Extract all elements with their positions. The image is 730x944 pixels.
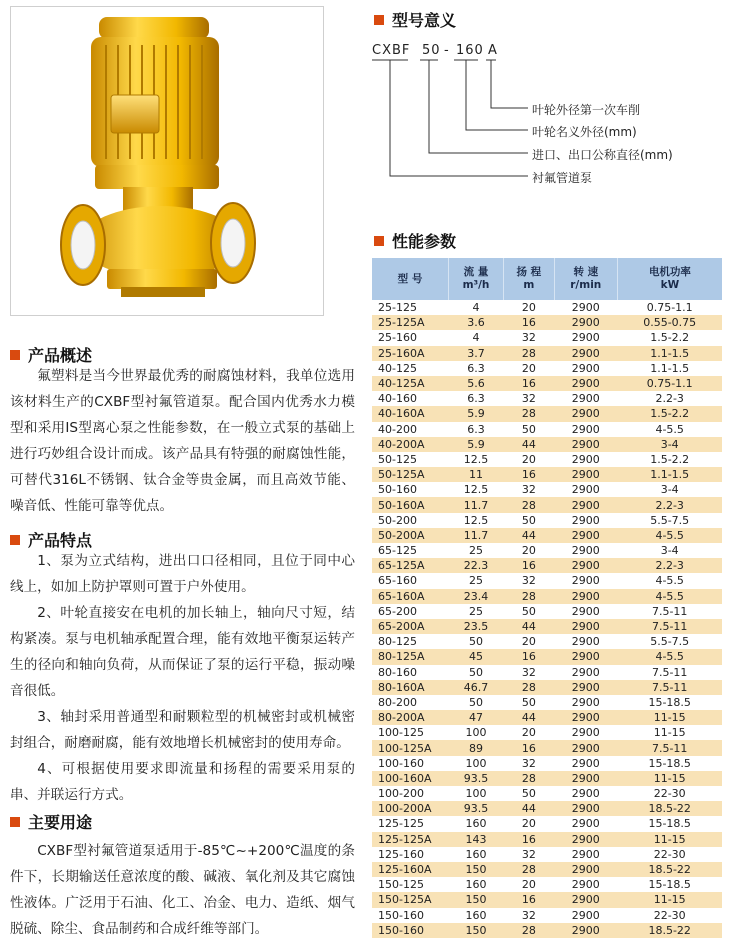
table-cell: 7.5-11 xyxy=(651,604,688,618)
table-cell: 18.5-22 xyxy=(617,862,722,877)
table-cell: 3.6 xyxy=(449,315,504,330)
table-cell: 20 xyxy=(521,301,536,315)
table-cell: 15-18.5 xyxy=(648,695,691,709)
table-cell: 100 xyxy=(465,787,487,801)
table-cell: 4 xyxy=(472,331,480,345)
table-row xyxy=(372,725,722,740)
table-cell: 15-18.5 xyxy=(648,817,691,831)
table-cell: 7.5-11 xyxy=(651,665,688,679)
table-row xyxy=(372,847,722,862)
table-cell: 5.5-7.5 xyxy=(650,635,690,649)
table-cell: 50 xyxy=(521,695,536,709)
section-title: 性能参数 xyxy=(392,232,457,251)
table-cell: 32 xyxy=(521,483,536,497)
table-cell: 28 xyxy=(504,862,555,877)
table-cell: 50-200 xyxy=(378,513,417,527)
table-cell: 89 xyxy=(449,740,504,755)
bullet-square-icon xyxy=(10,817,20,827)
table-cell: 20 xyxy=(521,817,536,831)
table-row xyxy=(372,573,722,588)
table-cell: 44 xyxy=(504,528,555,543)
table-cell: 15-18.5 xyxy=(648,878,691,892)
table-cell: 2900 xyxy=(571,665,600,679)
table-cell: 50 xyxy=(469,695,483,709)
table-cell: 16 xyxy=(504,376,555,391)
table-cell: 32 xyxy=(521,665,536,679)
model-prefix: CXBF xyxy=(372,43,411,58)
section-title: 产品概述 xyxy=(28,346,93,365)
col-header-flow: 流 量 m³/h xyxy=(449,258,504,300)
table-row xyxy=(372,543,722,558)
model-legend-lines xyxy=(372,58,532,183)
table-cell: 50 xyxy=(521,787,536,801)
table-cell: 40-125 xyxy=(378,361,417,375)
table-cell: 20 xyxy=(521,635,536,649)
table-cell: 32 xyxy=(521,574,536,588)
legend-item: 衬氟管道泵 xyxy=(532,171,593,185)
table-cell: 1.1-1.5 xyxy=(617,467,722,482)
table-row xyxy=(372,376,722,391)
table-cell: 2900 xyxy=(554,771,617,786)
table-cell: 100-160 xyxy=(378,756,424,770)
table-cell: 6.3 xyxy=(467,361,485,375)
table-cell: 4-5.5 xyxy=(617,649,722,664)
table-cell: 2900 xyxy=(554,467,617,482)
bullet-square-icon xyxy=(10,350,20,360)
legend-item: 进口、出口公称直径(mm) xyxy=(532,148,673,162)
table-cell: 100-200A xyxy=(372,801,449,816)
table-cell: 0.75-1.1 xyxy=(646,301,693,315)
table-row xyxy=(372,710,722,725)
table-cell: 11.7 xyxy=(449,528,504,543)
table-cell: 65-125A xyxy=(372,558,449,573)
table-cell: 1.1-1.5 xyxy=(617,346,722,361)
table-cell: 100-125 xyxy=(378,726,424,740)
table-row xyxy=(372,756,722,771)
table-cell: 0.55-0.75 xyxy=(617,315,722,330)
table-row xyxy=(372,619,722,634)
table-cell: 25-125A xyxy=(372,315,449,330)
table-cell: 40-200A xyxy=(372,437,449,452)
table-cell: 0.75-1.1 xyxy=(617,376,722,391)
table-row xyxy=(372,665,722,680)
feature-item: 3、轴封采用普通型和耐颗粒型的机械密封或机械密封组合，耐磨耐腐，能有效地增长机械密封的使用寿命。 xyxy=(10,709,355,751)
table-cell: 28 xyxy=(504,406,555,421)
table-cell: 32 xyxy=(521,908,536,922)
bullet-square-icon xyxy=(10,535,20,545)
table-cell: 50 xyxy=(469,635,483,649)
table-row xyxy=(372,908,722,923)
table-cell: 2.2-3 xyxy=(617,558,722,573)
table-cell: 5.9 xyxy=(449,437,504,452)
table-row xyxy=(372,923,722,938)
table-row xyxy=(372,346,722,361)
table-cell: 11-15 xyxy=(617,832,722,847)
table-cell: 50 xyxy=(521,422,536,436)
table-cell: 7.5-11 xyxy=(617,680,722,695)
table-row xyxy=(372,422,722,437)
model-dash: - xyxy=(444,43,450,58)
overview-text: 氟塑料是当今世界最优秀的耐腐蚀材料，我单位选用该材料生产的CXBF型衬氟管道泵。配合国内优秀水力模型和采用IS型离心泵之性能参数，在一般立式泵的基础上进行巧妙组合设计而成。该产品具有特强的耐腐蚀性能，可替代316L不锈钢、钛合金等贵金属，而且高效节能、噪音低、性能可靠等优点。 xyxy=(10,368,355,514)
table-cell: 7.5-11 xyxy=(617,619,722,634)
table-cell: 150-125A xyxy=(372,892,449,907)
table-cell: 2900 xyxy=(571,452,600,466)
table-cell: 2900 xyxy=(571,604,600,618)
table-cell: 125-160A xyxy=(372,862,449,877)
table-cell: 4-5.5 xyxy=(617,528,722,543)
table-cell: 2900 xyxy=(554,528,617,543)
table-cell: 22-30 xyxy=(653,847,686,861)
table-cell: 100-160A xyxy=(372,771,449,786)
table-cell: 100 xyxy=(465,756,487,770)
table-cell: 2.2-3 xyxy=(617,497,722,512)
table-row xyxy=(372,497,722,512)
table-row xyxy=(372,482,722,497)
table-cell: 2900 xyxy=(554,740,617,755)
table-cell: 28 xyxy=(504,680,555,695)
table-cell: 1.5-2.2 xyxy=(650,331,690,345)
table-cell: 22.3 xyxy=(449,558,504,573)
table-cell: 6.3 xyxy=(467,422,485,436)
table-cell: 2900 xyxy=(571,878,600,892)
table-cell: 50-125A xyxy=(372,467,449,482)
table-header-row xyxy=(372,258,722,300)
table-cell: 2900 xyxy=(571,422,600,436)
table-row xyxy=(372,361,722,376)
table-cell: 25-125 xyxy=(378,301,417,315)
table-cell: 25 xyxy=(469,544,483,558)
table-cell: 3-4 xyxy=(660,544,679,558)
table-cell: 2.2-3 xyxy=(655,392,684,406)
table-cell: 44 xyxy=(504,437,555,452)
table-cell: 100-200 xyxy=(378,787,424,801)
table-cell: 28 xyxy=(504,497,555,512)
table-cell: 2900 xyxy=(554,619,617,634)
table-row xyxy=(372,300,722,315)
table-cell: 32 xyxy=(521,847,536,861)
section-title: 产品特点 xyxy=(28,531,93,550)
table-cell: 2900 xyxy=(554,497,617,512)
table-cell: 20 xyxy=(521,878,536,892)
table-cell: 40-160A xyxy=(372,406,449,421)
table-cell: 28 xyxy=(504,589,555,604)
table-cell: 2900 xyxy=(571,787,600,801)
table-cell: 1.1-1.5 xyxy=(650,361,690,375)
table-cell: 50-160 xyxy=(378,483,417,497)
table-cell: 3-4 xyxy=(660,483,679,497)
table-cell: 25 xyxy=(469,604,483,618)
pump-illustration xyxy=(11,7,323,315)
table-cell: 125-160 xyxy=(378,847,424,861)
table-cell: 2900 xyxy=(571,392,600,406)
table-cell: 150 xyxy=(449,892,504,907)
table-row xyxy=(372,680,722,695)
table-row xyxy=(372,816,722,831)
table-cell: 2900 xyxy=(571,695,600,709)
table-cell: 23.5 xyxy=(449,619,504,634)
table-cell: 2900 xyxy=(571,574,600,588)
table-cell: 22-30 xyxy=(653,908,686,922)
table-cell: 80-160A xyxy=(372,680,449,695)
table-cell: 20 xyxy=(521,544,536,558)
table-cell: 28 xyxy=(504,346,555,361)
table-cell: 44 xyxy=(504,801,555,816)
table-row xyxy=(372,513,722,528)
usage-paragraph xyxy=(10,838,355,942)
table-cell: 11-15 xyxy=(617,710,722,725)
table-cell: 65-200A xyxy=(372,619,449,634)
section-title: 型号意义 xyxy=(392,11,457,30)
table-cell: 44 xyxy=(504,619,555,634)
legend-item: 叶轮名义外径(mm) xyxy=(532,125,637,139)
table-cell: 40-160 xyxy=(378,392,417,406)
table-cell: 40-125A xyxy=(372,376,449,391)
table-cell: 1.5-2.2 xyxy=(617,406,722,421)
model-part1: 50 xyxy=(422,43,441,58)
table-cell: 50-160A xyxy=(372,497,449,512)
table-cell: 125-125 xyxy=(378,817,424,831)
table-row xyxy=(372,634,722,649)
col-header-speed: 转 速 r/min xyxy=(554,258,617,300)
table-cell: 2900 xyxy=(571,331,600,345)
table-cell: 11 xyxy=(449,467,504,482)
table-cell: 80-125 xyxy=(378,635,417,649)
table-cell: 2900 xyxy=(554,315,617,330)
table-cell: 143 xyxy=(449,832,504,847)
table-row xyxy=(372,315,722,330)
usage-text: CXBF型衬氟管道泵适用于-85℃~+200℃温度的条件下，长期输送任意浓度的酸、碱液、氧化剂及其它腐蚀性液体。广泛用于石油、化工、冶金、电力、造纸、烟气脱硫、除尘、食品制药和合成纤维等部门。 xyxy=(10,843,355,937)
table-cell: 23.4 xyxy=(449,589,504,604)
table-row xyxy=(372,467,722,482)
section-model-meaning xyxy=(374,8,456,31)
table-cell: 2900 xyxy=(554,892,617,907)
table-cell: 45 xyxy=(449,649,504,664)
table-cell: 65-125 xyxy=(378,544,417,558)
table-row xyxy=(372,786,722,801)
table-cell: 32 xyxy=(521,756,536,770)
table-body xyxy=(372,300,722,938)
bullet-square-icon xyxy=(374,236,384,246)
table-cell: 2900 xyxy=(571,544,600,558)
table-cell: 50-200A xyxy=(372,528,449,543)
table-row xyxy=(372,892,722,907)
table-cell: 20 xyxy=(521,726,536,740)
table-cell: 11-15 xyxy=(617,771,722,786)
product-photo xyxy=(10,6,324,316)
table-cell: 2900 xyxy=(571,361,600,375)
feature-item: 4、可根据使用要求即流量和扬程的需要采用泵的串、并联运行方式。 xyxy=(10,761,355,803)
table-row xyxy=(372,771,722,786)
table-row xyxy=(372,558,722,573)
table-cell: 16 xyxy=(504,558,555,573)
table-cell: 2900 xyxy=(571,817,600,831)
table-cell: 4-5.5 xyxy=(617,589,722,604)
table-cell: 80-125A xyxy=(372,649,449,664)
table-cell: 16 xyxy=(504,467,555,482)
table-row xyxy=(372,528,722,543)
table-row xyxy=(372,695,722,710)
table-cell: 2900 xyxy=(554,832,617,847)
table-cell: 2900 xyxy=(571,513,600,527)
table-cell: 65-160A xyxy=(372,589,449,604)
table-cell: 2900 xyxy=(571,301,600,315)
table-cell: 2900 xyxy=(554,923,617,938)
feature-item: 2、叶轮直接安在电机的加长轴上，轴向尺寸短，结构紧凑。泵与电机轴承配置合理，能有效地平衡泵运转产生的径向和轴向负荷，从而保证了泵的运行平稳，振动噪音很低。 xyxy=(10,605,355,699)
table-cell: 25 xyxy=(469,574,483,588)
table-cell: 18.5-22 xyxy=(617,923,722,938)
table-cell: 1.5-2.2 xyxy=(650,452,690,466)
table-row xyxy=(372,862,722,877)
table-cell: 16 xyxy=(504,649,555,664)
table-cell: 2900 xyxy=(554,437,617,452)
table-cell: 3-4 xyxy=(617,437,722,452)
table-cell: 12.5 xyxy=(463,483,489,497)
table-cell: 16 xyxy=(504,892,555,907)
table-cell: 50-125 xyxy=(378,452,417,466)
table-cell: 2900 xyxy=(554,406,617,421)
table-cell: 40-200 xyxy=(378,422,417,436)
table-cell: 2900 xyxy=(554,558,617,573)
table-cell: 46.7 xyxy=(449,680,504,695)
table-cell: 6.3 xyxy=(467,392,485,406)
table-cell: 3.7 xyxy=(449,346,504,361)
overview-paragraph xyxy=(10,363,355,519)
table-cell: 32 xyxy=(521,331,536,345)
table-cell: 25-160 xyxy=(378,331,417,345)
table-cell: 16 xyxy=(504,740,555,755)
table-cell: 15-18.5 xyxy=(648,756,691,770)
table-cell: 2900 xyxy=(571,908,600,922)
table-cell: 20 xyxy=(521,452,536,466)
table-row xyxy=(372,877,722,892)
table-cell: 2900 xyxy=(571,635,600,649)
table-row xyxy=(372,437,722,452)
table-cell: 5.6 xyxy=(449,376,504,391)
table-cell: 2900 xyxy=(554,801,617,816)
features-list xyxy=(10,548,355,808)
table-cell: 2900 xyxy=(554,589,617,604)
table-cell: 7.5-11 xyxy=(617,740,722,755)
table-row xyxy=(372,330,722,345)
table-cell: 160 xyxy=(465,908,487,922)
table-cell: 2900 xyxy=(554,862,617,877)
legend-item: 叶轮外径第一次车削 xyxy=(532,103,641,117)
table-cell: 80-200 xyxy=(378,695,417,709)
table-cell: 4-5.5 xyxy=(655,422,684,436)
table-cell: 93.5 xyxy=(449,771,504,786)
feature-item: 1、泵为立式结构，进出口口径相同，且位于同中心线上，如加上防护罩则可置于户外使用。 xyxy=(10,553,355,595)
section-title: 主要用途 xyxy=(28,813,93,832)
table-row xyxy=(372,452,722,467)
table-cell: 160 xyxy=(465,878,487,892)
table-cell: 22-30 xyxy=(653,787,686,801)
table-cell: 16 xyxy=(504,315,555,330)
table-cell: 93.5 xyxy=(449,801,504,816)
col-header-model: 型 号 xyxy=(372,258,449,300)
table-cell: 5.9 xyxy=(449,406,504,421)
table-row xyxy=(372,832,722,847)
table-cell: 44 xyxy=(504,710,555,725)
table-row xyxy=(372,406,722,421)
section-usage xyxy=(10,810,92,833)
table-cell: 50 xyxy=(521,604,536,618)
bullet-square-icon xyxy=(374,15,384,25)
table-cell: 2900 xyxy=(554,680,617,695)
table-cell: 12.5 xyxy=(463,513,489,527)
table-cell: 65-160 xyxy=(378,574,417,588)
table-cell: 80-200A xyxy=(372,710,449,725)
table-cell: 80-160 xyxy=(378,665,417,679)
table-cell: 2900 xyxy=(554,649,617,664)
table-cell: 50 xyxy=(469,665,483,679)
table-cell: 2900 xyxy=(571,756,600,770)
table-cell: 160 xyxy=(465,817,487,831)
table-row xyxy=(372,604,722,619)
table-cell: 160 xyxy=(465,847,487,861)
table-row xyxy=(372,649,722,664)
table-cell: 28 xyxy=(504,771,555,786)
table-cell: 4 xyxy=(472,301,480,315)
table-cell: 2900 xyxy=(571,726,600,740)
performance-table xyxy=(372,258,722,938)
col-header-head: 扬 程 m xyxy=(504,258,555,300)
table-cell: 125-125A xyxy=(372,832,449,847)
table-cell: 2900 xyxy=(571,847,600,861)
table-row xyxy=(372,801,722,816)
table-cell: 5.5-7.5 xyxy=(650,513,690,527)
table-cell: 4-5.5 xyxy=(655,574,684,588)
table-cell: 2900 xyxy=(554,376,617,391)
table-row xyxy=(372,391,722,406)
table-cell: 18.5-22 xyxy=(617,801,722,816)
table-cell: 150 xyxy=(449,862,504,877)
table-cell: 2900 xyxy=(554,710,617,725)
table-cell: 150-160 xyxy=(372,923,449,938)
table-cell: 65-200 xyxy=(378,604,417,618)
table-row xyxy=(372,740,722,755)
table-cell: 50 xyxy=(521,513,536,527)
table-cell: 28 xyxy=(504,923,555,938)
table-cell: 100-125A xyxy=(372,740,449,755)
table-cell: 20 xyxy=(521,361,536,375)
table-cell: 11.7 xyxy=(449,497,504,512)
table-cell: 150-160 xyxy=(378,908,424,922)
col-header-power: 电机功率 kW xyxy=(617,258,722,300)
model-part2: 160 xyxy=(456,43,484,58)
table-cell: 47 xyxy=(449,710,504,725)
table-cell: 150-125 xyxy=(378,878,424,892)
table-cell: 11-15 xyxy=(617,892,722,907)
section-performance xyxy=(374,229,456,252)
table-cell: 150 xyxy=(449,923,504,938)
table-cell: 2900 xyxy=(554,346,617,361)
table-cell: 16 xyxy=(504,832,555,847)
table-cell: 12.5 xyxy=(463,452,489,466)
model-suffix: A xyxy=(488,43,498,58)
table-row xyxy=(372,589,722,604)
table-cell: 2900 xyxy=(571,483,600,497)
table-cell: 100 xyxy=(465,726,487,740)
table-cell: 32 xyxy=(521,392,536,406)
table-cell: 11-15 xyxy=(653,726,686,740)
table-cell: 25-160A xyxy=(372,346,449,361)
